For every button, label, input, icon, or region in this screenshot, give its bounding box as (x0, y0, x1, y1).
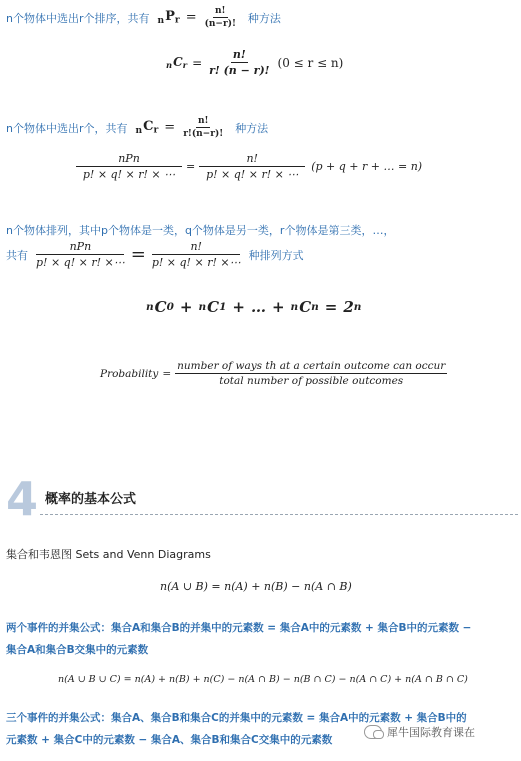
multi-text-lhs-fraction: $\frac{\text{nPn}}{p! \times q! \times r! \times\cdots}$ (36, 240, 125, 269)
perm-pre-sub: n (157, 14, 165, 26)
combination-line: n个物体中选出r个，共有 $nC_r$ = $\frac{n!}{r!(n-r)!}$ 种方法 (6, 116, 269, 139)
sets-heading: 集合和韦恩图 Sets and Venn Diagrams (6, 548, 211, 561)
comb-symbol: $nC_r$ (135, 119, 159, 136)
comb-text-after: 种方法 (235, 121, 269, 135)
section-number: 4 (6, 472, 39, 526)
multi-condition: (p + q + r + … = n) (311, 160, 423, 173)
multi-rhs-den: p! × q! × r! × ⋯ (206, 168, 299, 181)
watermark-text: 犀牛国际教育课在 (387, 726, 475, 739)
probability-num: number of ways tℎ at a certain outcome can occur (177, 360, 446, 372)
multi-lhs-den: p! × q! × r! × ⋯ (82, 168, 176, 181)
perm-symbol (158, 9, 180, 25)
comb-fraction (181, 116, 225, 139)
ncr-symbol: $nC_r$ (166, 54, 188, 71)
multi-rhs-fraction (199, 152, 305, 181)
multi-description: n个物体排列，其中p个物体是一类，q个物体是另一类，r个物体是第三类，…， (6, 224, 395, 237)
multi-rhs-num: n! (199, 152, 305, 167)
comb-den: r!(n−r)! (183, 129, 224, 139)
perm-den: (n−r)! (204, 19, 236, 29)
perm-text-after: 种方法 (247, 11, 281, 25)
section-divider (40, 514, 518, 515)
permutation-line: n个物体中选出r个排序，共有 $nP_r$ = $\frac{n!}{(n-r)!}$ 种方法 (6, 6, 281, 29)
ncr-fraction (207, 48, 271, 77)
ncr-condition: (0 ≤ r ≤ n) (277, 55, 344, 70)
watermark (364, 724, 475, 740)
multinomial-formula: $\frac{\text{nPn}}{p! \times q! \times r! \times \cdots}$ = $\frac{n!}{p! \times q! \times r! \times \cdots}$ (p + q + r + … = n) (76, 152, 422, 181)
probability-den: total number of possible outcomes (219, 375, 404, 387)
union-three-desc-line2: 元素数 + 集合C中的元素数 − 集合A、集合B和集合C交集中的元素数 (6, 734, 333, 746)
union-three-formula: n(A ∪ B ∪ C) = n(A) + n(B) + n(C) − n(A ∩ B) − n(B ∩ C) − n(A ∩ C) + n(A ∩ B ∩ C) (58, 674, 468, 685)
multi-suffix: 种排列方式 (248, 248, 304, 262)
ncr-formula: $nC_r$ = $\frac{n!}{r! (n - r)!}$ (0 ≤ r ≤ n) (166, 48, 344, 77)
section-title: 概率的基本公式 (45, 492, 137, 507)
probability-fraction (175, 360, 447, 387)
multi-text-rhs-fraction: $\frac{n!}{p! \times q! \times r! \times\cdots}$ (151, 240, 241, 269)
perm-main: P (165, 9, 175, 25)
multi-lhs-fraction (76, 152, 182, 181)
multi-count-line: 共有 $\frac{\text{nPn}}{p! \times q! \times r! \times\cdots}$ = $\frac{n!}{p! \times q! \times r! \times\cdots}$ 种排列方式 (6, 240, 304, 269)
multi-prefix: 共有 (6, 248, 28, 262)
comb-text-before: n个物体中选出r个，共有 (6, 121, 128, 135)
union-two-formula: n(A ∪ B) = n(A) + n(B) − n(A ∩ B) (160, 580, 352, 593)
union-two-desc-line1: 两个事件的并集公式：集合A和集合B的并集中的元素数 = 集合A中的元素数 + 集合B中的元素数 − (6, 622, 472, 634)
probability-formula: Probability = $\frac{\text{number of ways tℎ at a certain outcome can occur}}{\text{total number of possible outcomes}}$ (100, 360, 446, 387)
ncr-den: r! (n − r)! (209, 64, 270, 77)
ncr-num: n! (232, 48, 246, 61)
probability-label: Probability (100, 367, 159, 380)
perm-text-before: n个物体中选出r个排序，共有 (6, 11, 150, 25)
perm-post-sub: r (174, 14, 180, 26)
perm-num: n! (215, 6, 226, 16)
union-two-desc-line2: 集合A和集合B交集中的元素数 (6, 644, 149, 656)
wechat-icon (364, 725, 382, 739)
multi-lhs-num: nPn (76, 152, 182, 167)
comb-num: n! (197, 116, 209, 126)
union-three-desc-line1: 三个事件的并集公式：集合A、集合B和集合C的并集中的元素数 = 集合A中的元素数 + 集合B中的 (6, 712, 467, 724)
perm-fraction (203, 6, 238, 29)
binomial-sum-formula: n C 0 + n C 1 + … + n C n = 2 n (146, 298, 362, 316)
